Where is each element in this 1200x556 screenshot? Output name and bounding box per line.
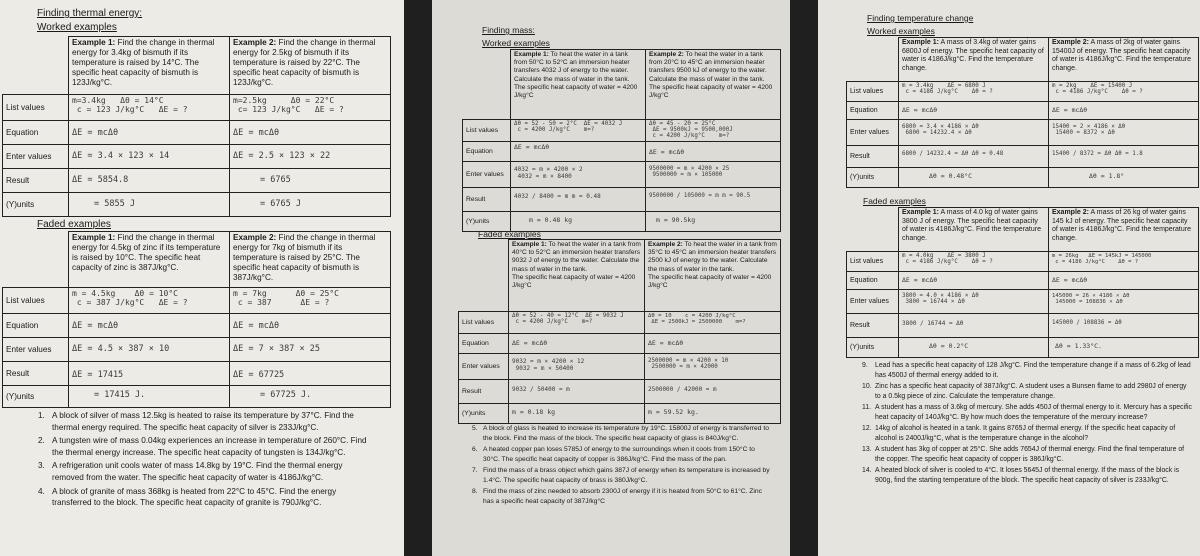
faded-row-result: Result ΔE = 17415 ΔE = 67725 (3, 362, 391, 386)
question-item: 14. A heated block of silver is cooled to 4°C. It loses 5645J of thermal energy. If the mass of the block is 900g, find the starting temperature of the block. The specific heat capacity of silver is 233J/kg°C. (862, 467, 1180, 484)
questions-list (862, 361, 1192, 487)
question-item: 7. Find the mass of a brass object which gains 387J of energy when its temperature is increased by 1.4°C. The specific heat capacity of brass is 380J/kg°C. (472, 467, 770, 484)
faded-row-units: (Y)units m = 0.18 kg m = 59.52 kg. (459, 404, 781, 424)
question-item: 8. Find the mass of zinc needed to absorb 2300J of energy if it is heated from 50°C to 61°C. Zinc has a specific heat capacity of 387J/kg°C (472, 488, 762, 505)
row-units: (Y)units = 5855 J = 6765 J (3, 193, 391, 217)
worked-heading: Worked examples (867, 26, 935, 36)
faded-example-1: Example 1: A mass of 4.0 kg of water gains 3800 J of energy. The specific heat capacity of water is 4186J/kg°C. Find the temperature change. (899, 208, 1049, 252)
row-equation: Equation ΔE = mcΔθ ΔE = mcΔθ (847, 102, 1199, 120)
row-equation: Equation ΔE = mcΔθ ΔE = mcΔθ (463, 142, 781, 162)
worked-examples-table (846, 37, 1199, 188)
faded-example-1: Example 1: Find the change in thermal energy for 4.5kg of zinc if its temperature is raised by 10°C. The specific heat capacity of zinc is 387J/kg°C. (69, 232, 230, 288)
question-item: 9. Lead has a specific heat capacity of 128 J/kg°C. Find the temperature change if a mass of 6.2kg of lead has 4500J of thermal energy added to it. (862, 362, 1191, 379)
row-result: Result 4032 / 8400 = m m = 0.48 9500000 / 105000 = m m = 90.5 (463, 188, 781, 212)
worked-example-2: Example 2: Find the change in thermal energy for 2.5kg of bismuth if its temperature is raised by 22°C. The specific heat capacity of bismuth is 123J/kg°C. (230, 37, 391, 95)
questions-list (472, 424, 772, 508)
question-item: 13. A student has 3kg of copper at 25°C. She adds 7654J of thermal energy. Find the final temperature of the copper. The specific heat capacity of copper is 386J/kg°C. (862, 446, 1185, 463)
faded-row-equation: Equation ΔE = mcΔθ ΔE = mcΔθ (459, 334, 781, 354)
gap-left (404, 0, 432, 556)
worked-example-1: Example 1: A mass of 3.4kg of water gains 6800J of energy. The specific heat capacity of water is 4186J/kg°C. Find the temperature change. (899, 38, 1049, 82)
faded-row-units: (Y)units = 17415 J. = 67725 J. (3, 386, 391, 408)
row-enter-values: Enter values 4032 = m × 4200 × 2 4032 = m × 8400 9500000 = m × 4200 × 25 9500000 = m × 105000 (463, 162, 781, 188)
row-list-values: List values Δθ = 52 - 50 = 2°C ΔE = 4032 J c = 4200 J/kg°C m=? Δθ = 45 - 20 = 25°C ΔE = 9500kJ = 9500,000J c = 4200 J/kg°C m=? (463, 120, 781, 142)
faded-heading: Faded examples (37, 219, 111, 230)
question-item: 11. A student has a mass of 3.6kg of mercury. She adds 450J of thermal energy to it. Mercury has a specific heat capacity of 140J/kg°C. By how much does the temperature of the mercury increase? (862, 404, 1192, 421)
row-units: (Y)units m = 0.48 kg m = 90.5kg (463, 212, 781, 232)
worked-example-2: Example 2: To heat the water in a tank from 20°C to 45°C an immersion heater transfers 9500 kJ of energy to the water. Calculate the mass of water in the tank. The specific heat capacity of water = 4200 J/kg°C (646, 50, 781, 120)
faded-row-enter-values: Enter values 3800 = 4.0 × 4186 × Δθ 3800 = 16744 × Δθ 145000 = 26 × 4186 × Δθ 145000 = 108836 × Δθ (847, 290, 1199, 314)
row-enter-values: Enter values 6800 = 3.4 × 4186 × Δθ 6800 = 14232.4 × Δθ 15400 = 2 × 4186 × Δθ 15400 = 8372 × Δθ (847, 120, 1199, 146)
worked-examples-table (462, 49, 781, 232)
faded-example-2: Example 2: A mass of 26 kg of water gains 145 kJ of energy. The specific heat capacity of water is 4186J/kg°C. Find the temperature change. (1049, 208, 1199, 252)
faded-row-enter-values: Enter values 9032 = m × 4200 × 12 9032 = m × 50400 2500000 = m × 4200 × 10 2500000 = m × 42000 (459, 354, 781, 380)
row-list-values: List values m = 3.4kg ΔE = 6800 J c = 4186 J/kg°C Δθ = ? m = 2kg ΔE = 15400 J c = 4186 J/kg°C Δθ = ? (847, 82, 1199, 102)
faded-examples-table (846, 207, 1199, 358)
question-item: 12. 14kg of alcohol is heated in a tank. It gains 8765J of thermal energy. If the specific heat capacity of alcohol is 2400J/kg°C, what is the temperature change in the alcohol? (862, 425, 1176, 442)
faded-example-2: Example 2: Find the change in thermal energy for 7kg of bismuth if its temperature is raised by 25°C. The specific heat capacity of bismuth is 387J/kg°C. (230, 232, 391, 288)
faded-examples-table (458, 239, 781, 424)
question-item: 2. A tungsten wire of mass 0.04kg experiences an increase in temperature of 260°C. Find the thermal energy increase. The specific heat capacity of tungsten is 134J/kg°C. (38, 436, 367, 457)
question-item: 5. A block of glass is heated to increase its temperature by 19°C. 15800J of energy is transferred to the block. Find the mass of the block. The specific heat capacity of glass is 840J/kg°C. (472, 425, 769, 442)
faded-row-enter-values: Enter values ΔE = 4.5 × 387 × 10 ΔE = 7 × 387 × 25 (3, 338, 391, 362)
faded-example-2: Example 2: To heat the water in a tank from 35°C to 45°C an immersion heater transfers 2500 kJ of energy to the water. Calculate the mass of water in the tank. The specific heat capacity of water = 4200 J/kg°C (645, 240, 781, 312)
worked-examples-table (2, 36, 391, 217)
row-enter-values: Enter values ΔE = 3.4 × 123 × 14 ΔE = 2.5 × 123 × 22 (3, 145, 391, 169)
worked-heading: Worked examples (37, 22, 117, 33)
faded-example-1: Example 1: To heat the water in a tank from 40°C to 52°C an immersion heater transfers 9032 J of energy to the water. Calculate the mass of water in the tank. The specific heat capacity of water = 4200 J/kg°C (509, 240, 645, 312)
question-item: 10. Zinc has a specific heat capacity of 387J/kg°C. A student uses a Bunsen flame to add 2980J of energy to a 0.5kg piece of zinc. Calculate the temperature change. (862, 383, 1187, 400)
page-title: Finding thermal energy: (37, 8, 143, 19)
worked-example-1: Example 1: To heat the water in a tank from 50°C to 52°C an immersion heater transfers 4032 J of energy to the water. Calculate the mass of water in the tank. The specific heat capacity of water = 4200 J/kg°C (511, 50, 646, 120)
faded-heading: Faded examples (863, 196, 926, 206)
row-result: Result ΔE = 5854.8 = 6765 (3, 169, 391, 193)
question-item: 3. A refrigeration unit cools water of mass 14.8kg by 19°C. Find the thermal energy removed from the water. The specific heat capacity of water is 4186J/kg°C. (38, 461, 343, 482)
faded-row-list-values: List values m = 4.0kg ΔE = 3800 J c = 4186 J/kg°C Δθ = ? m = 26kg ΔE = 145kJ = 145000 c = 4186 J/kg°C Δθ = ? (847, 252, 1199, 272)
question-item: 1. A block of silver of mass 12.5kg is heated to raise its temperature by 37°C. Find the thermal energy required. The specific heat capacity of silver is 233J/kg°C. (38, 411, 354, 432)
faded-examples-table (2, 231, 391, 408)
worksheet-temperature-change (818, 0, 1200, 556)
faded-row-equation: Equation ΔE = mcΔθ ΔE = mcΔθ (3, 314, 391, 338)
page-title: Finding mass: (482, 25, 535, 35)
worked-example-1: Example 1: Find the change in thermal energy for 3.4kg of bismuth if its temperature is raised by 14°C. The specific heat capacity of bismuth is 123J/kg°C. (69, 37, 230, 95)
gap-right (790, 0, 818, 556)
question-item: 6. A heated copper pan loses 5785J of energy to the surroundings when it cools from 150°C to 30°C. The specific heat capacity of copper is 386J/kg°C. Find the mass of the pan. (472, 446, 755, 463)
question-item: 4. A block of granite of mass 368kg is heated from 22°C to 45°C. Find the energy transferred to the block. The specific heat capacity of granite is 790J/kg°C. (38, 486, 337, 508)
questions-list (38, 410, 373, 511)
page-title: Finding temperature change (867, 13, 974, 23)
row-result: Result 6800 / 14232.4 = Δθ Δθ = 0.48 15400 / 8372 = Δθ Δθ = 1.8 (847, 146, 1199, 168)
faded-heading: Faded examples (478, 229, 541, 239)
faded-row-list-values: List values Δθ = 52 - 40 = 12°C ΔE = 9032 J c = 4200 J/kg°C m=? Δθ = 10 c = 4200 J/kg°C ΔE = 2500kJ = 2500000 m=? (459, 312, 781, 334)
faded-row-list-values: List values m = 4.5kg Δθ = 10°C c = 387 J/kg°C ΔE = ? m = 7kg Δθ = 25°C c = 387 ΔE = ? (3, 288, 391, 314)
row-equation: Equation ΔE = mcΔθ ΔE = mcΔθ (3, 121, 391, 145)
worksheet-thermal-energy (0, 0, 404, 556)
worked-heading: Worked examples (482, 38, 550, 48)
row-list-values: List values m=3.4kg Δθ = 14°C c = 123 J/kg°C ΔE = ? m=2.5kg Δθ = 22°C c= 123 J/kg°C ΔE = ? (3, 95, 391, 121)
faded-row-equation: Equation ΔE = mcΔθ ΔE = mcΔθ (847, 272, 1199, 290)
faded-row-result: Result 9032 / 50400 = m 2500000 / 42000 = m (459, 380, 781, 404)
row-units: (Y)units Δθ = 0.48°C Δθ = 1.8° (847, 168, 1199, 188)
faded-row-units: (Y)units Δθ = 0.2°C Δθ = 1.33°C. (847, 338, 1199, 358)
faded-row-result: Result 3800 / 16744 = Δθ 145000 / 108836 = Δθ (847, 314, 1199, 338)
worked-example-2: Example 2: A mass of 2kg of water gains 15400J of energy. The specific heat capacity of water is 4186J/kg°C. Find the temperature change. (1049, 38, 1199, 82)
worksheet-finding-mass (432, 0, 790, 556)
